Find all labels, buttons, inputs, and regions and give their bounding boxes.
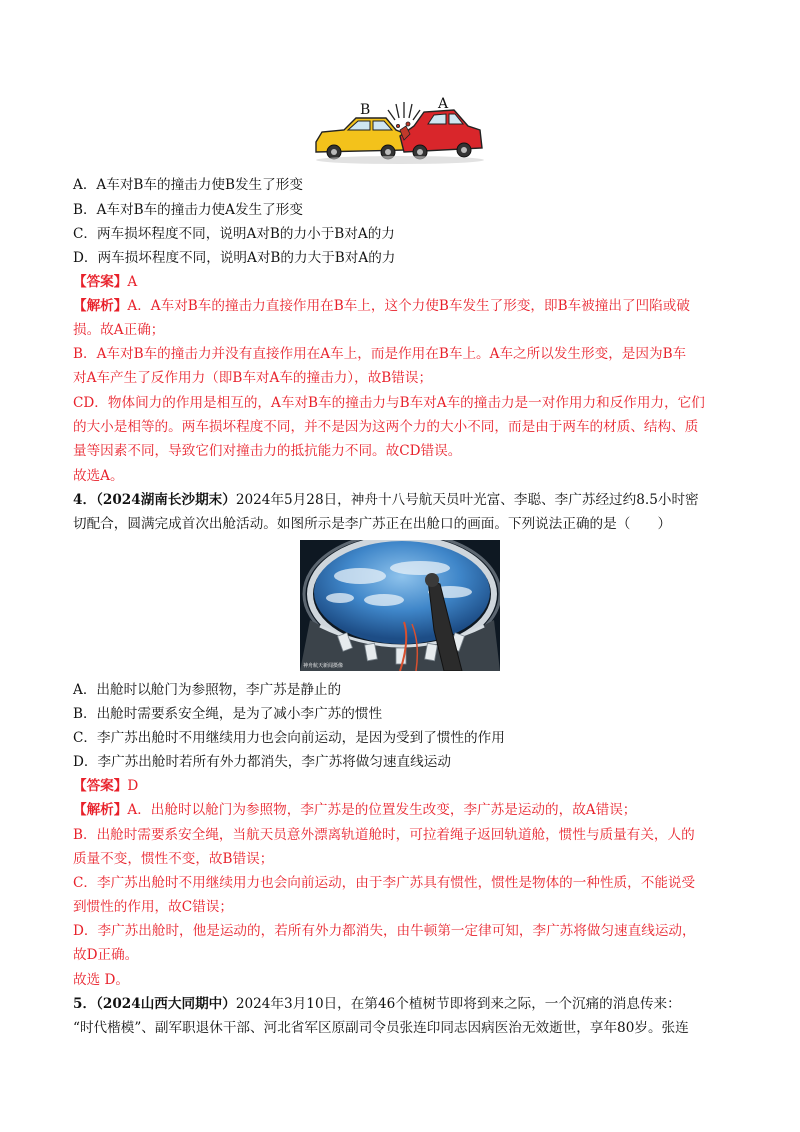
q3-option-d: D．两车损坏程度不同，说明A对B的力大于B对A的力 bbox=[73, 250, 396, 266]
label-a: A bbox=[438, 96, 449, 112]
label-b: B bbox=[360, 102, 371, 118]
q4-answer-value: D bbox=[127, 778, 139, 794]
q4-analysis-line-4: C．李广苏出舱时不用继续用力也会向前运动，由于李广苏具有惯性，惯性是物体的一种性质，不能说受 bbox=[73, 875, 696, 891]
q4-option-b: B．出舱时需要系安全绳，是为了减小李广苏的惯性 bbox=[73, 706, 383, 722]
q4-option-d: D．李广苏出舱时若所有外力都消失，李广苏将做匀速直线运动 bbox=[73, 754, 451, 770]
q4-analysis-line-3: 质量不变，惯性不变，故B错误； bbox=[73, 851, 274, 867]
photo-caption: 神舟航天新闻摄像 bbox=[303, 663, 344, 669]
q4-stem-line-2: 切配合，圆满完成首次出舱活动。如图所示是李广苏正在出舱口的画面。下列说法正确的是（ ） bbox=[73, 516, 672, 532]
q5-stem-line-1 bbox=[73, 994, 733, 1014]
q4-analysis-line-7: 故D正确。 bbox=[73, 947, 139, 963]
q3-analysis-tag: 【解析】 bbox=[73, 298, 128, 314]
q3-analysis-line-5: CD．物体间力的作用是相互的，A车对B车的撞击力与B车对A车的撞击力是一对作用力和反作用力，它们 bbox=[73, 395, 705, 411]
q3-analysis-text-1: A．A车对B车的撞击力直接作用在B车上，这个力使B车发生了形变，即B车被撞出了凹陷或破 bbox=[127, 298, 690, 314]
q5-stem-line-2: “时代楷模”、副军职退休干部、河北省军区原副司令员张连印同志因病医治无效逝世，享年80岁。张连 bbox=[73, 1020, 689, 1036]
spacewalk-photo bbox=[300, 540, 500, 671]
q3-analysis-line-2: 损。故A正确； bbox=[73, 322, 165, 338]
q4-stem-line-1 bbox=[73, 490, 733, 510]
q5-source: （2024山西大同期中） bbox=[96, 996, 236, 1012]
q3-analysis-line-6: 的大小是相等的。两车损坏程度不同，并不是因为这两个力的大小不同，而是由于两车的材质、结构、质 bbox=[73, 419, 699, 435]
q4-option-c: C．李广苏出舱时不用继续用力也会向前运动，是因为受到了惯性的作用 bbox=[73, 730, 505, 746]
q5-stem-text-1: 2024年3月10日，在第46个植树节即将到来之际，一个沉痛的消息传来： bbox=[235, 996, 681, 1012]
q4-conclusion: 故选 D。 bbox=[73, 972, 130, 988]
q4-option-a: A．出舱时以舱门为参照物，李广苏是静止的 bbox=[73, 682, 342, 698]
q3-analysis-line-4: 对A车产生了反作用力（即B车对A车的撞击力），故B错误； bbox=[73, 370, 433, 386]
q4-analysis-text-1: A．出舱时以舱门为参照物，李广苏是的位置发生改变，李广苏是运动的，故A错误； bbox=[127, 802, 637, 818]
q3-option-a: A．A车对B车的撞击力使B发生了形变 bbox=[73, 177, 303, 193]
q4-number: 4． bbox=[73, 492, 97, 508]
q3-analysis-line-3: B．A车对B车的撞击力并没有直接作用在A车上，而是作用在B车上。A车之所以发生形变，是因为B车 bbox=[73, 346, 687, 362]
q4-analysis-line-2: B．出舱时需要系安全绳，当航天员意外漂离轨道舱时，可拉着绳子返回轨道舱，惯性与质量有关，人的 bbox=[73, 827, 695, 843]
q3-analysis-line-1 bbox=[73, 296, 733, 316]
q3-option-b: B．A车对B车的撞击力使A发生了形变 bbox=[73, 202, 303, 218]
q4-source: （2024湖南长沙期末） bbox=[96, 492, 236, 508]
q3-answer-tag: 【答案】 bbox=[73, 274, 128, 290]
q3-analysis-line-7: 量等因素不同，导致它们对撞击力的抵抗能力不同。故CD错误。 bbox=[73, 443, 462, 459]
q4-answer-tag: 【答案】 bbox=[73, 778, 128, 794]
q4-analysis-line-5: 到惯性的作用，故C错误； bbox=[73, 899, 233, 915]
q3-answer bbox=[73, 272, 733, 292]
car-collision-figure bbox=[308, 96, 488, 168]
impact-lines bbox=[388, 102, 420, 120]
q3-answer-value: A bbox=[127, 274, 138, 290]
car-a bbox=[400, 110, 482, 159]
q4-analysis-tag: 【解析】 bbox=[73, 802, 128, 818]
q4-stem-text-1: 2024年5月28日，神舟十八号航天员叶光富、李聪、李广苏经过约8.5小时密 bbox=[235, 492, 699, 508]
q4-analysis-line-6: D．李广苏出舱时，他是运动的，若所有外力都消失，由牛顿第一定律可知，李广苏将做匀速直线运动， bbox=[73, 923, 696, 939]
car-b bbox=[316, 118, 408, 159]
q4-answer bbox=[73, 776, 733, 796]
q3-option-c: C．两车损坏程度不同，说明A对B的力小于B对A的力 bbox=[73, 226, 395, 242]
q4-analysis-line-1 bbox=[73, 800, 733, 820]
ground-shadow bbox=[316, 156, 484, 164]
q5-number: 5． bbox=[73, 996, 97, 1012]
q3-conclusion: 故选A。 bbox=[73, 468, 124, 484]
